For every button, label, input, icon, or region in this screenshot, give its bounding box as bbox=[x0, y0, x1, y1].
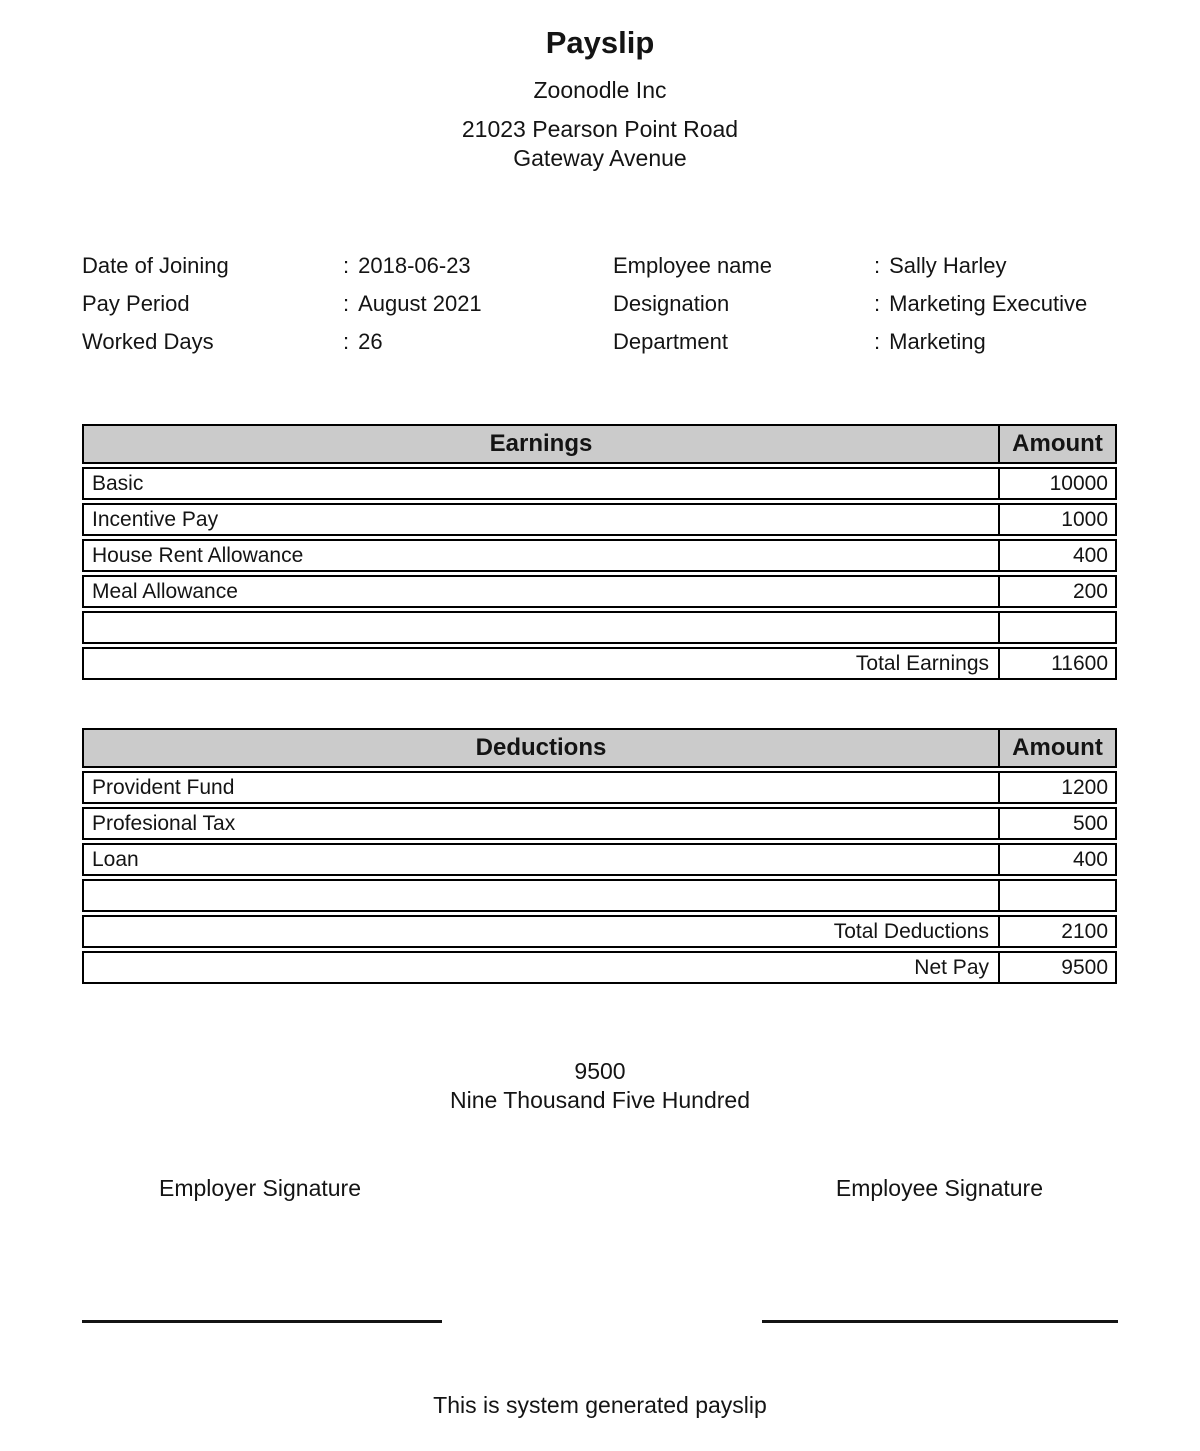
address-line-2: Gateway Avenue bbox=[513, 145, 687, 171]
info-label: Worked Days bbox=[82, 329, 214, 354]
info-row-pay-period bbox=[82, 285, 613, 323]
page-title: Payslip bbox=[545, 25, 655, 60]
employee-signature-line bbox=[762, 1320, 1118, 1323]
address-line-1: 21023 Pearson Point Road bbox=[461, 116, 739, 142]
deductions-header-amount: Amount bbox=[1000, 728, 1117, 768]
total-earnings-row bbox=[82, 647, 1117, 680]
table-row-empty bbox=[82, 611, 1117, 644]
info-colon: : bbox=[343, 291, 350, 316]
info-colon: : bbox=[874, 253, 881, 278]
info-colon: : bbox=[343, 253, 350, 278]
total-deductions-row bbox=[82, 915, 1117, 948]
deductions-table bbox=[82, 725, 1117, 987]
row-label: Loan bbox=[82, 843, 1000, 876]
row-amount: 1200 bbox=[1000, 771, 1117, 804]
row-amount bbox=[1000, 879, 1117, 912]
net-pay-summary bbox=[0, 1057, 1200, 1115]
info-row-department bbox=[613, 323, 1118, 361]
row-label: Incentive Pay bbox=[82, 503, 1000, 536]
row-label: Provident Fund bbox=[82, 771, 1000, 804]
row-label: House Rent Allowance bbox=[82, 539, 1000, 572]
info-value: 2018-06-23 bbox=[358, 253, 471, 278]
row-amount: 1000 bbox=[1000, 503, 1117, 536]
row-label: Profesional Tax bbox=[82, 807, 1000, 840]
info-colon: : bbox=[343, 329, 350, 354]
table-row bbox=[82, 467, 1117, 500]
table-row bbox=[82, 771, 1117, 804]
row-amount: 400 bbox=[1000, 539, 1117, 572]
info-value: August 2021 bbox=[358, 291, 482, 316]
info-value: Sally Harley bbox=[889, 253, 1007, 278]
info-row-employee-name bbox=[613, 247, 1118, 285]
table-row bbox=[82, 575, 1117, 608]
info-row-designation bbox=[613, 285, 1118, 323]
net-pay-row bbox=[82, 951, 1117, 984]
info-label: Pay Period bbox=[82, 291, 190, 316]
info-value: Marketing bbox=[889, 329, 986, 354]
net-pay-label: Net Pay bbox=[82, 951, 1000, 984]
row-label: Basic bbox=[82, 467, 1000, 500]
table-row bbox=[82, 503, 1117, 536]
table-row bbox=[82, 539, 1117, 572]
info-colon: : bbox=[874, 329, 881, 354]
total-earnings-amount: 11600 bbox=[1000, 647, 1117, 680]
info-label: Designation bbox=[613, 291, 730, 316]
earnings-header-amount: Amount bbox=[1000, 424, 1117, 464]
total-earnings-label: Total Earnings bbox=[82, 647, 1000, 680]
total-deductions-label: Total Deductions bbox=[82, 915, 1000, 948]
info-row-worked-days bbox=[82, 323, 613, 361]
table-row bbox=[82, 843, 1117, 876]
table-row-empty bbox=[82, 879, 1117, 912]
net-pay-in-words: Nine Thousand Five Hundred bbox=[449, 1087, 751, 1113]
row-amount bbox=[1000, 611, 1117, 644]
deductions-header-title: Deductions bbox=[82, 728, 1000, 768]
employer-signature-label: Employer Signature bbox=[159, 1175, 361, 1201]
signature-lines bbox=[82, 1320, 1118, 1323]
info-value: 26 bbox=[358, 329, 383, 354]
employee-signature-label: Employee Signature bbox=[835, 1175, 1043, 1201]
info-colon: : bbox=[874, 291, 881, 316]
row-amount: 500 bbox=[1000, 807, 1117, 840]
row-label bbox=[82, 879, 1000, 912]
info-value: Marketing Executive bbox=[889, 291, 1088, 316]
info-row-date-of-joining bbox=[82, 247, 613, 285]
earnings-header-title: Earnings bbox=[82, 424, 1000, 464]
info-label: Employee name bbox=[613, 253, 772, 278]
payslip-header bbox=[0, 0, 1200, 173]
info-label: Date of Joining bbox=[82, 253, 229, 278]
info-label: Department bbox=[613, 329, 728, 354]
earnings-table bbox=[82, 421, 1117, 683]
info-column-left bbox=[82, 247, 613, 361]
company-address bbox=[0, 115, 1200, 173]
total-deductions-amount: 2100 bbox=[1000, 915, 1117, 948]
employer-signature-line bbox=[82, 1320, 442, 1323]
row-label bbox=[82, 611, 1000, 644]
net-pay-numeric: 9500 bbox=[574, 1058, 626, 1084]
row-amount: 10000 bbox=[1000, 467, 1117, 500]
earnings-header-row bbox=[82, 424, 1117, 464]
footer-note: This is system generated payslip bbox=[433, 1392, 767, 1418]
deductions-header-row bbox=[82, 728, 1117, 768]
signature-labels bbox=[82, 1174, 1118, 1202]
row-label: Meal Allowance bbox=[82, 575, 1000, 608]
company-name: Zoonodle Inc bbox=[533, 77, 667, 103]
row-amount: 400 bbox=[1000, 843, 1117, 876]
net-pay-amount: 9500 bbox=[1000, 951, 1117, 984]
row-amount: 200 bbox=[1000, 575, 1117, 608]
employee-info-section bbox=[82, 247, 1118, 361]
table-row bbox=[82, 807, 1117, 840]
info-column-right bbox=[613, 247, 1118, 361]
